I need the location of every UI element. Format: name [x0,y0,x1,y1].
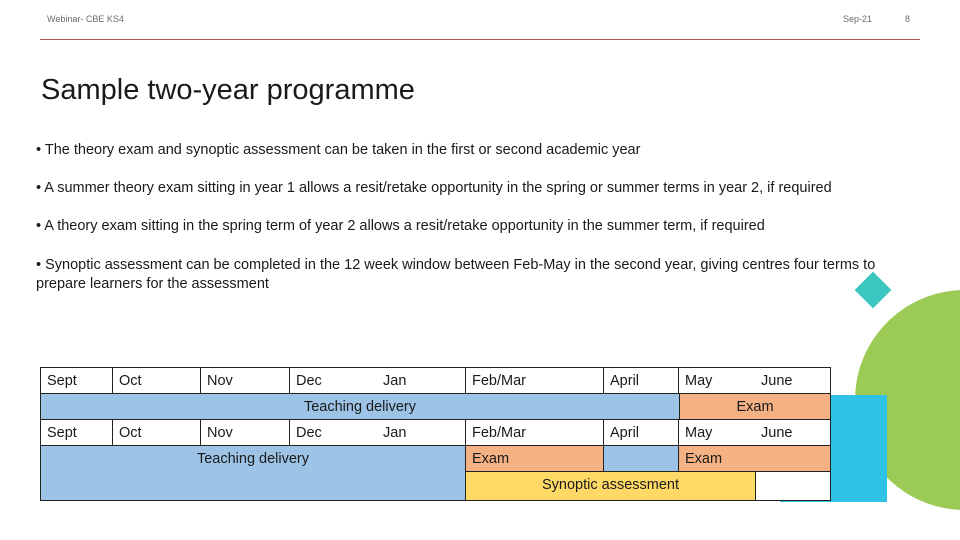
month-cell: Nov [200,419,290,446]
month-cell: Feb/Mar [465,419,604,446]
month-cell: Oct [112,419,201,446]
programme-table [40,367,831,501]
month-cell: Oct [112,367,201,394]
bullet-2: • A summer theory exam sitting in year 1 allows a resit/retake opportunity in the spring or summer terms in year 2, if required [36,180,832,196]
header-rule [40,39,920,40]
header-left-text: Webinar- CBE KS4 [47,14,124,24]
month-cell: Jan [377,367,466,394]
bullet-4: • Synoptic assessment can be completed in the 12 week window between Feb-May in the second year, giving centres four terms to prepare learners for the assessment [36,257,876,292]
month-cell: June [755,367,831,394]
month-cell: Jan [377,419,466,446]
year2-teaching-label: Teaching delivery [196,451,310,467]
year2-june-empty [755,471,831,501]
month-cell: Sept [40,419,113,446]
month-cell: June [755,419,831,446]
month-cell: Nov [200,367,290,394]
page-title: Sample two-year programme [41,74,415,106]
bullet-3: • A theory exam sitting in the spring term of year 2 allows a resit/retake opportunity in the summer term, if required [36,218,765,234]
month-cell: April [603,419,679,446]
month-cell: Feb/Mar [465,367,604,394]
year2-exam-feb: Exam [465,445,604,472]
month-cell: Sept [40,367,113,394]
month-cell: Dec [289,419,377,446]
page-number: 8 [905,14,911,24]
month-cell: May [678,367,756,394]
month-cell: May [678,419,756,446]
month-cell: April [603,367,679,394]
year1-teaching-delivery: Teaching delivery [40,393,680,420]
synoptic-assessment: Synoptic assessment [465,471,756,501]
bullet-1: • The theory exam and synoptic assessment can be taken in the first or second academic year [36,142,641,158]
year2-april-blue [603,445,679,472]
year2-exam-summer: Exam [678,445,831,472]
year1-exam: Exam [679,393,831,420]
header-date: Sep-21 [843,14,873,24]
month-cell: Dec [289,367,377,394]
